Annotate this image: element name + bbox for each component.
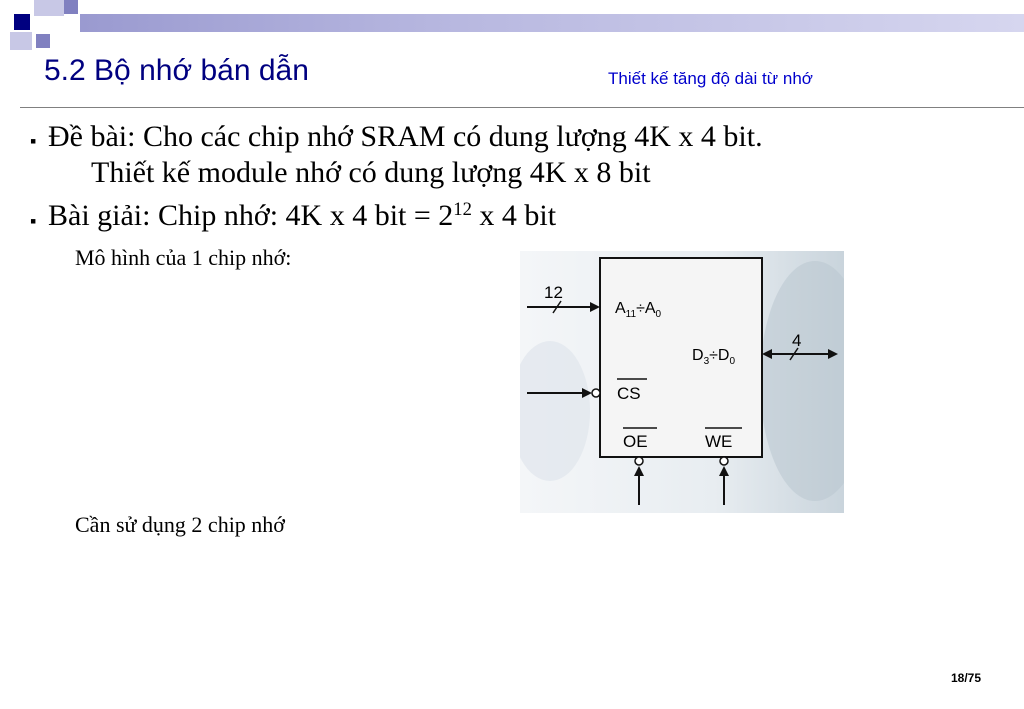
- chip-diagram: [520, 251, 844, 513]
- we-inversion-bubble: [720, 457, 728, 465]
- cs-inversion-bubble: [592, 389, 600, 397]
- cs-pin-label: CS: [617, 384, 641, 403]
- oe-inversion-bubble: [635, 457, 643, 465]
- page-subtitle: Thiết kế tăng độ dài từ nhớ: [608, 69, 813, 88]
- address-label-sub-lo: 0: [655, 309, 662, 320]
- header-divider: [20, 107, 1024, 108]
- bullet-marker: ▪: [30, 211, 37, 231]
- data-label-sep: ÷D: [709, 347, 730, 364]
- we-pin-label: WE: [705, 432, 733, 451]
- data-label-sub-lo: 0: [729, 356, 736, 367]
- address-label-main: A: [615, 300, 626, 317]
- solution-suffix: x 4 bit: [471, 199, 557, 232]
- decor-gradient-bar: [80, 14, 1024, 32]
- page-title: 5.2 Bộ nhớ bán dẫn: [44, 54, 309, 87]
- model-label: Mô hình của 1 chip nhớ:: [75, 245, 292, 270]
- address-label-sub-hi: 11: [625, 309, 637, 320]
- chip-body: [600, 258, 762, 457]
- problem-statement-cont: Thiết kế module nhớ có dung lượng 4K x 8 bit: [91, 156, 651, 189]
- page-number: 18/75: [951, 671, 982, 685]
- data-bus-width: 4: [792, 331, 802, 350]
- bullet-marker: ▪: [30, 131, 37, 151]
- address-bus-width: 12: [544, 283, 563, 302]
- decor-square-mid-2: [36, 34, 50, 48]
- decor-square-dark-1: [14, 14, 30, 30]
- problem-statement: Đề bài: Cho các chip nhớ SRAM có dung lượng 4K x 4 bit.: [48, 120, 763, 153]
- need-label: Cần sử dụng 2 chip nhớ: [75, 512, 285, 537]
- oe-pin-label: OE: [623, 432, 648, 451]
- solution-exponent: 12: [453, 198, 472, 220]
- data-label-sub-hi: 3: [703, 356, 710, 367]
- decor-square-light-1: [34, 0, 64, 16]
- address-label-sep: ÷A: [636, 300, 656, 317]
- decor-square-light-2: [10, 32, 32, 50]
- solution-line: [48, 199, 556, 233]
- data-label-main: D: [692, 347, 704, 364]
- solution-prefix: Bài giải: Chip nhớ: 4K x 4 bit = 2: [48, 199, 454, 232]
- decor-square-mid-1: [64, 0, 78, 14]
